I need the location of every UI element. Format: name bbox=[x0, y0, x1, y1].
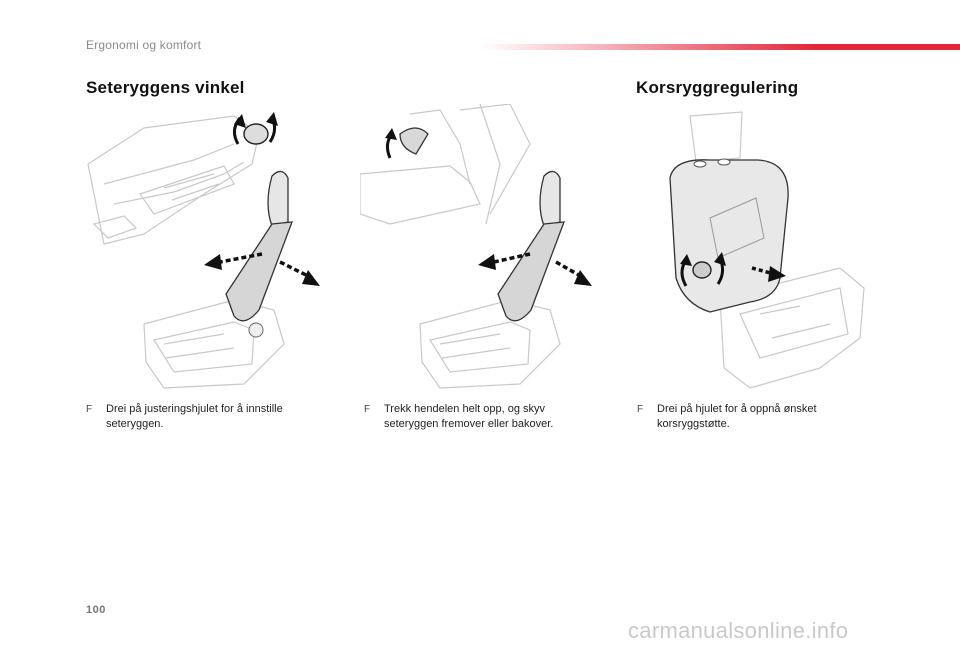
instruction-text: Drei på justeringshjulet for å innstille seteryggen. bbox=[106, 403, 283, 430]
header-accent-bar bbox=[480, 44, 960, 50]
seat-recline-lever-illustration bbox=[360, 104, 610, 394]
seat-lumbar-adjust-illustration bbox=[640, 108, 880, 398]
watermark-text: carmanualsonline.info bbox=[628, 618, 849, 643]
instruction-bullet-lever bbox=[364, 402, 594, 432]
section-title-lumbar: Korsryggregulering bbox=[636, 78, 799, 97]
seat-recline-wheel-illustration bbox=[84, 104, 344, 394]
instruction-bullet-lumbar bbox=[637, 402, 867, 432]
page-number: 100 bbox=[86, 604, 106, 616]
bullet-marker: F bbox=[86, 404, 93, 415]
instruction-text: Trekk hendelen helt opp, og skyv seteryggen fremover eller bakover. bbox=[384, 403, 554, 430]
bullet-marker: F bbox=[637, 404, 644, 415]
chapter-title: Ergonomi og komfort bbox=[86, 38, 202, 52]
section-title-backrest-angle: Seteryggens vinkel bbox=[86, 78, 245, 97]
instruction-bullet-wheel bbox=[86, 402, 316, 432]
instruction-text: Drei på hjulet for å oppnå ønsket korsryggstøtte. bbox=[657, 403, 817, 430]
bullet-marker: F bbox=[364, 404, 371, 415]
